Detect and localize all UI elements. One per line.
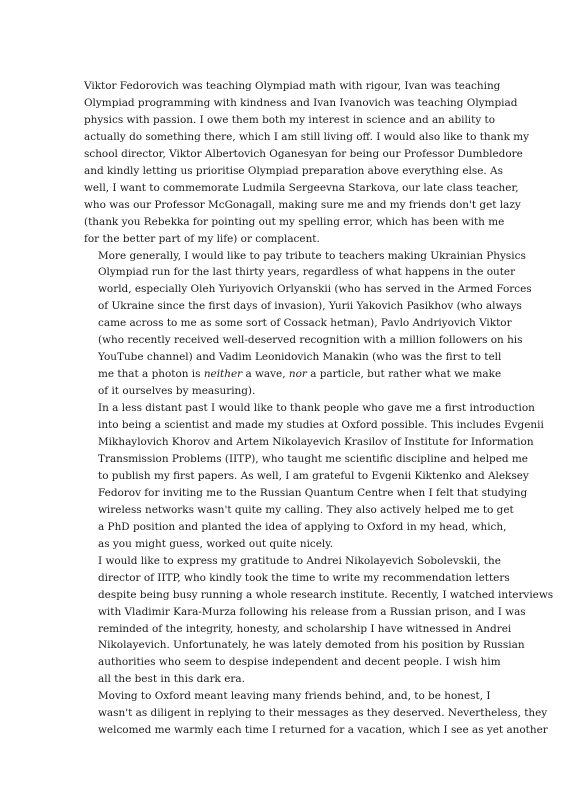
text-line: as you might guess, worked out quite nicely. [98, 537, 334, 550]
text-line: In a less distant past I would like to thank people who gave me a first introduction [98, 402, 535, 415]
text-line: into being a scientist and made my studies at Oxford possible. This includes Evgenii [98, 419, 544, 432]
body-text [84, 78, 554, 739]
text-line: I would like to express my gratitude to Andrei Nikolayevich Sobolevskii, the [98, 554, 501, 567]
text-line: for the better part of my life) or complacent. [84, 232, 320, 245]
text-line: a PhD position and planted the idea of applying to Oxford in my head, which, [98, 520, 507, 533]
text-line: despite being busy running a whole research institute. Recently, I watched interviews [98, 588, 554, 601]
text-line: Viktor Fedorovich was teaching Olympiad math with rigour, Ivan was teaching [84, 80, 501, 92]
text-line: actually do something there, which I am still living off. I would also like to thank my [84, 130, 530, 143]
emphasis: neither [203, 368, 243, 381]
text-line: who was our Professor McGonagall, making sure me and my friends don't get lazy [84, 198, 521, 211]
text-line: of it ourselves by measuring). [98, 385, 256, 398]
text-line: Mikhaylovich Khorov and Artem Nikolayevich Krasilov of Institute for Information [98, 436, 534, 449]
emphasis: nor [288, 368, 307, 381]
text-line: Nikolayevich. Unfortunately, he was lately demoted from his position by Russian [98, 639, 525, 652]
text-line: of Ukraine since the first days of invasion), Yurii Yakovich Pasikhov (who always [98, 300, 522, 313]
paragraph [84, 248, 532, 401]
text-line: to publish my first papers. As well, I am grateful to Evgenii Kiktenko and Aleksey [98, 469, 529, 482]
text-line: authorities who seem to despise independent and decent people. I wish him [98, 656, 501, 669]
text-line: came across to me as some sort of Cossack hetman), Pavlo Andriyovich Viktor [98, 317, 512, 330]
text-line: (thank you Rebekka for pointing out my spelling error, which has been with me [84, 215, 505, 228]
paragraph [84, 400, 544, 553]
text-line: welcomed me warmly each time I returned for a vacation, which I see as yet another [98, 724, 548, 737]
text-line: world, especially Oleh Yuriyovich Orlyanskii (who has served in the Armed Forces [98, 283, 532, 296]
paragraph [84, 553, 554, 689]
text-line: director of IITP, who kindly took the time to write my recommendation letters [98, 571, 510, 584]
text-line: and kindly letting us prioritise Olympiad preparation above everything else. As [84, 164, 503, 177]
paragraph [84, 688, 548, 739]
text-line: me that a photon is neither a wave, nor a particle, but rather what we make [98, 368, 502, 381]
text-line: wireless networks wasn't quite my calling. They also actively helped me to get [98, 503, 514, 516]
text-line: reminded of the integrity, honesty, and scholarship I have witnessed in Andrei [98, 622, 512, 635]
text-line: YouTube channel) and Vadim Leonidovich Manakin (who was the first to tell [98, 351, 502, 364]
text-line: More generally, I would like to pay tribute to teachers making Ukrainian Physics [98, 249, 526, 262]
text-line: all the best in this dark era. [98, 673, 245, 686]
text-line: physics with passion. I owe them both my interest in science and an ability to [84, 113, 496, 126]
text-line: Olympiad programming with kindness and Ivan Ivanovich was teaching Olympiad [84, 96, 518, 109]
text-line: with Vladimir Kara-Murza following his release from a Russian prison, and I was [98, 605, 526, 618]
text-line: wasn't as diligent in replying to their messages as they deserved. Nevertheless, they [98, 707, 548, 720]
text-line: Olympiad run for the last thirty years, regardless of what happens in the outer [98, 266, 516, 279]
text-line: Fedorov for inviting me to the Russian Quantum Centre when I felt that studying [98, 486, 528, 499]
text-line: well, I want to commemorate Ludmila Sergeevna Starkova, our late class teacher, [84, 181, 519, 194]
text-line: school director, Viktor Albertovich Oganesyan for being our Professor Dumbledore [84, 147, 523, 160]
text-line: Moving to Oxford meant leaving many friends behind, and, to be honest, I [98, 690, 491, 703]
text-line: Transmission Problems (IITP), who taught me scientific discipline and helped me [98, 452, 528, 465]
paragraph [84, 78, 530, 248]
text-line: (who recently received well-deserved recognition with a million followers on his [98, 334, 523, 347]
